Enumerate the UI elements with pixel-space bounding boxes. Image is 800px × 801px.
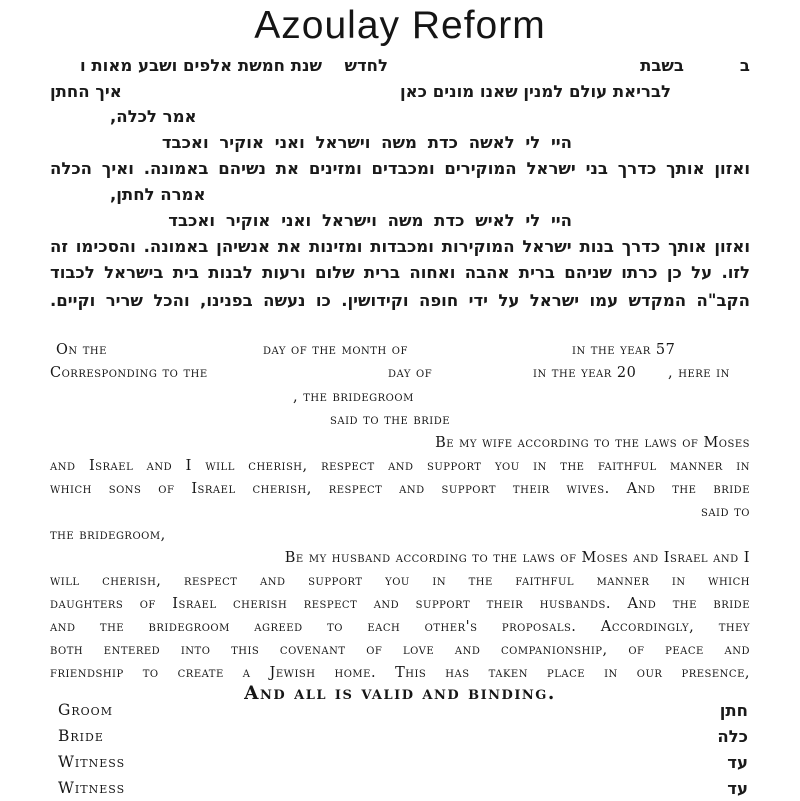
english-line-be-my-wife: Be my wife according to the laws of Moses <box>435 435 750 451</box>
signature-row-witness-1 <box>50 753 750 775</box>
hebrew-line-covenant: לזו. על כן כרתו שניהם ברית אהבה ואחוה ברית שלום ורעות לבנות בית בישראל לכבוד <box>50 263 750 282</box>
signature-row-witness-2 <box>50 779 750 801</box>
english-line-date <box>50 341 750 361</box>
bride-hebrew-label: כלה <box>717 727 748 746</box>
english-corresponding: Corresponding to the <box>50 365 208 381</box>
hebrew-line-sons-of-israel: ואזון אותך כדרך בני ישראל המוקירים ומכבדים ומזינים את נשיהם באמונה. ואיך הכלה <box>50 159 750 178</box>
witness1-label: Witness <box>58 753 126 771</box>
english-on-the: On the <box>56 342 107 358</box>
hebrew-line-said-to-groom: אמרה לחתן, <box>110 185 206 204</box>
hebrew-of-month: לחדש <box>344 56 388 75</box>
hebrew-groom-phrase: איך החתן <box>50 82 122 101</box>
hebrew-line-daughters-of-israel: ואזון אותך כדרך בנות ישראל המוקירות ומכבדות ומזינות את אנשיהן באמונה. והסכימו זה <box>50 237 750 256</box>
english-line-will-cherish: will cherish, respect and support you in the faithful manner in which <box>50 573 750 589</box>
hebrew-on-shabbat: בשבת <box>640 56 684 75</box>
english-line-friendship: friendship to create a Jewish home. This has taken place in our presence, <box>50 665 750 681</box>
hebrew-line-date <box>50 55 750 79</box>
witness1-hebrew-label: עד <box>727 753 748 772</box>
page-title: Azoulay Reform <box>254 4 546 47</box>
english-here-in: , here in <box>668 365 730 381</box>
english-year-57: in the year 57 <box>572 342 676 358</box>
hebrew-line-be-my-wife: היי לי לאשה כדת משה וישראל ואני אוקיר ואכבד <box>161 133 572 152</box>
hebrew-line-be-my-husband: היי לי לאיש כדת משה וישראל ואני אוקיר ואכבד <box>168 211 572 230</box>
hebrew-line-said-to-bride: אמר לכלה, <box>110 107 197 126</box>
english-day-of-month: day of the month of <box>263 342 408 358</box>
english-line-covenant: both entered into this covenant of love and companionship, of peace and <box>50 642 750 658</box>
english-line-proposals: and the bridegroom agreed to each other's proposals. Accordingly, they <box>50 619 750 635</box>
english-line-the-bridegroom: the bridegroom, <box>50 527 166 543</box>
witness2-hebrew-label: עד <box>727 779 748 798</box>
english-line-corresponding <box>50 364 750 384</box>
english-line-said-to-bride: said to the bride <box>330 412 451 428</box>
english-line-valid-binding: And all is valid and binding. <box>244 683 556 704</box>
hebrew-creation-phrase: לבריאת עולם למנין שאנו מונים כאן <box>399 82 671 101</box>
hebrew-line-place <box>50 81 750 105</box>
groom-label: Groom <box>58 701 113 719</box>
hebrew-line-valid-binding: הקב"ה המקדש עמו ישראל על ידי חופה וקידושין. כו נעשה בפנינו, והכל שריר וקיים. <box>50 291 750 310</box>
english-line-said-to: said to <box>700 504 750 520</box>
witness2-label: Witness <box>58 779 126 797</box>
signature-row-groom <box>50 701 750 723</box>
english-line-bridegroom: , the bridegroom <box>293 389 414 405</box>
signature-row-bride <box>50 727 750 749</box>
english-year-20: in the year 20 <box>533 365 637 381</box>
english-line-and-israel: and Israel and I will cherish, respect and support you in the faithful manner in <box>50 458 750 474</box>
english-line-daughters: daughters of Israel cherish respect and support their husbands. And the bride <box>50 596 750 612</box>
english-day-of: day of <box>388 365 433 381</box>
hebrew-day-letter: ב <box>739 56 750 75</box>
hebrew-year-phrase: שנת חמשת אלפים ושבע מאות ו <box>79 56 322 75</box>
english-line-which-sons: which sons of Israel cherish, respect and support their wives. And the bride <box>50 481 750 497</box>
english-line-be-my-husband: Be my husband according to the laws of Moses and Israel and I <box>284 550 750 566</box>
groom-hebrew-label: חתן <box>719 701 748 720</box>
bride-label: Bride <box>58 727 104 745</box>
